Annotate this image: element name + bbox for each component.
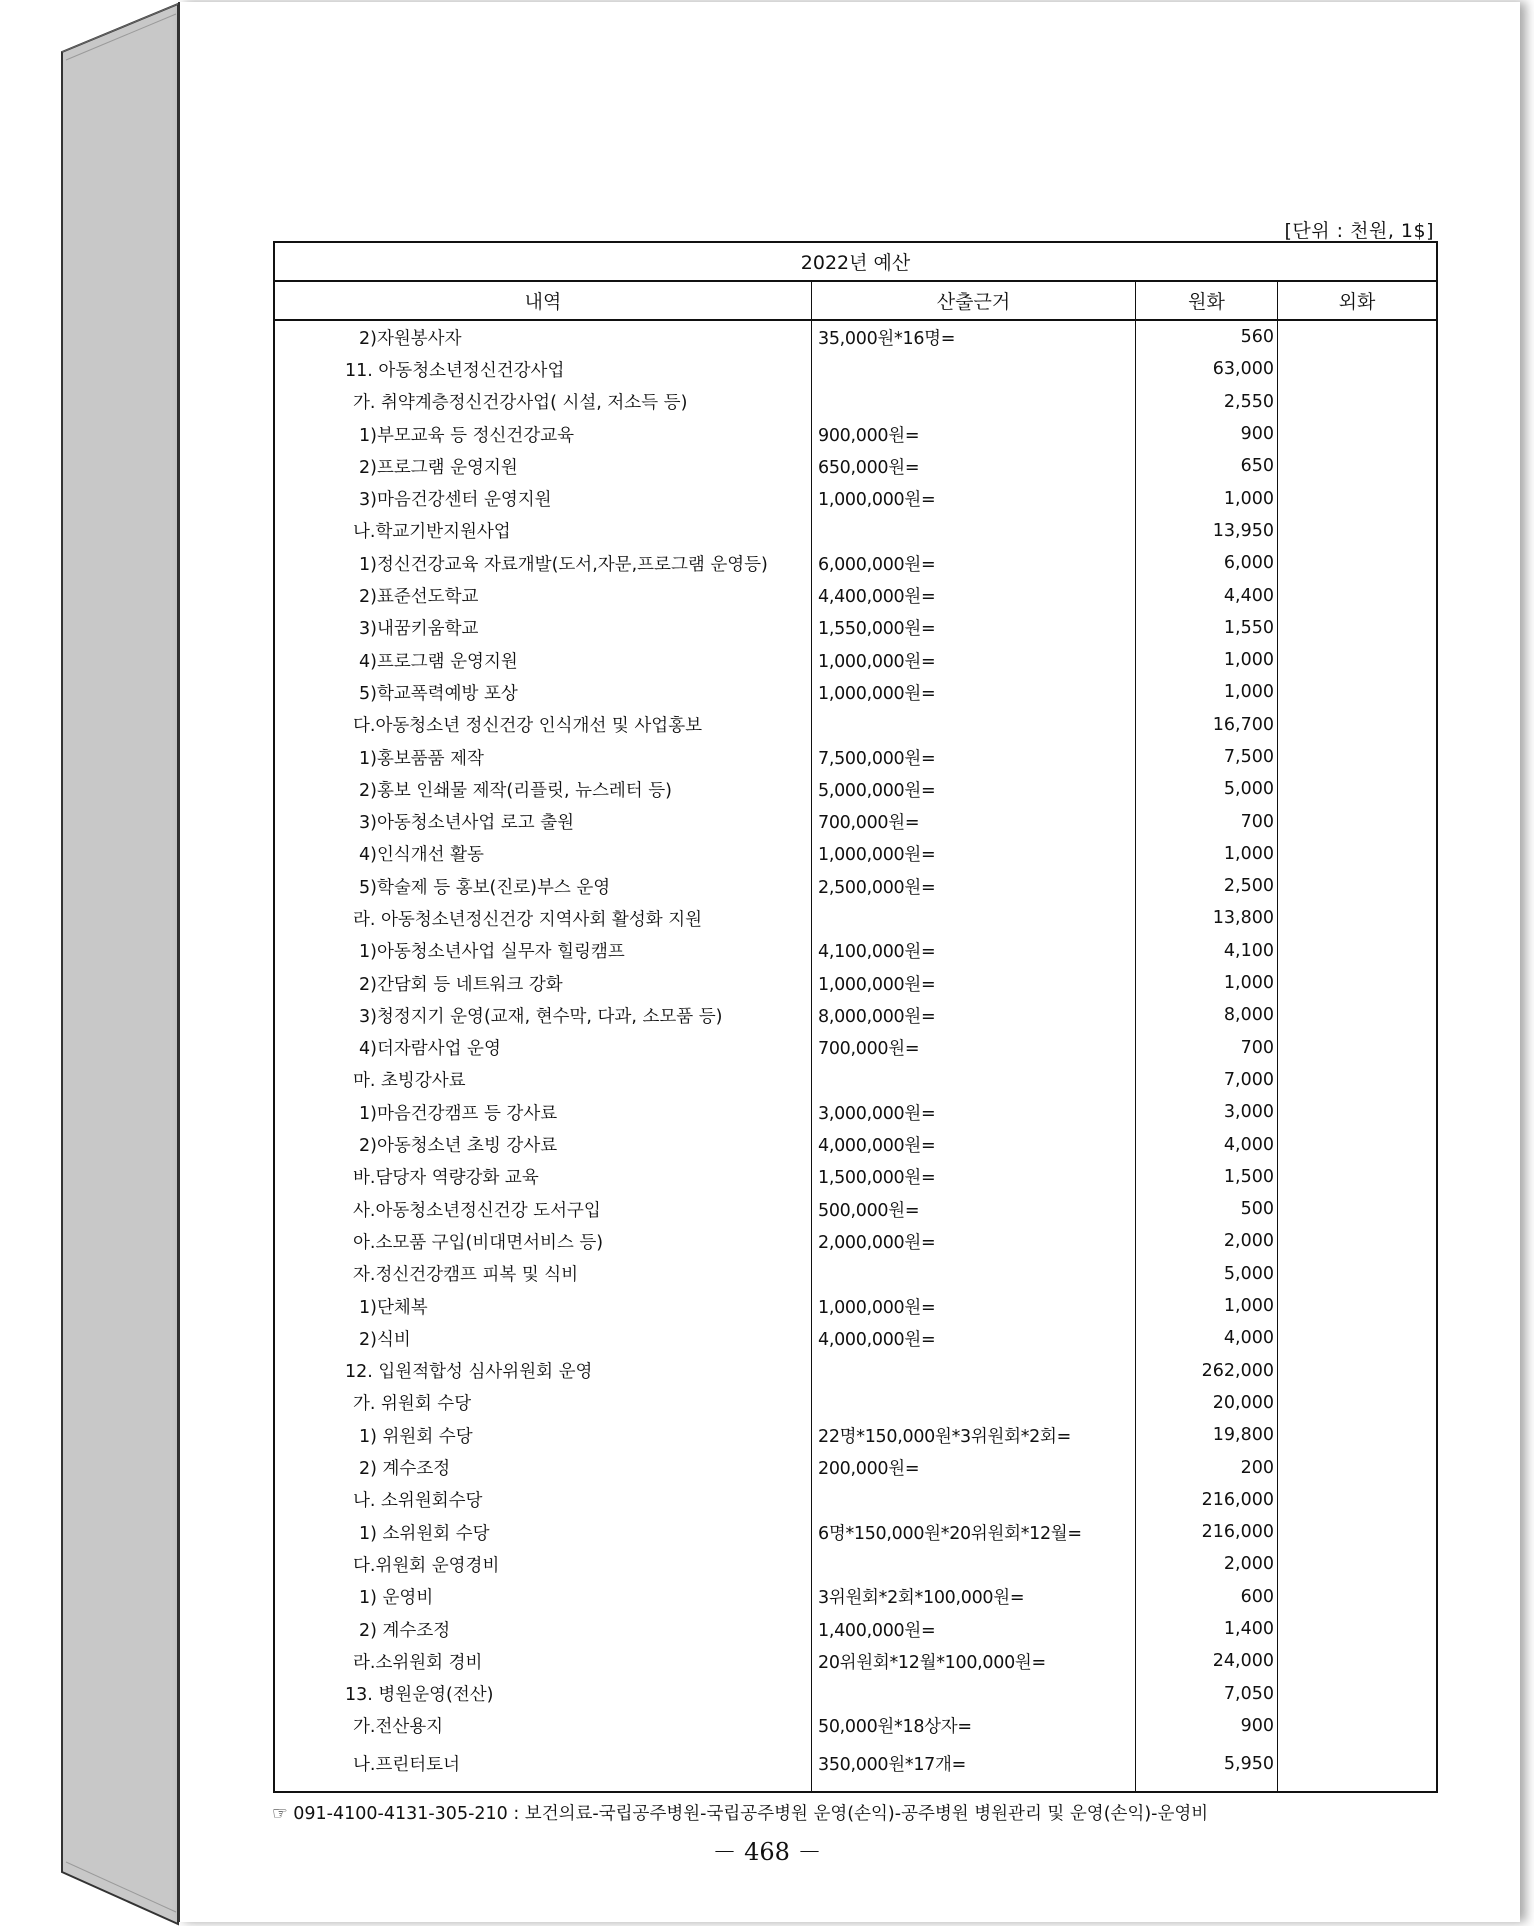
cell-krw: 1,550 [1223,617,1274,638]
book-side-edge [0,0,190,1926]
unit-note: [단위 : 천원, 1$] [1284,220,1434,242]
table-row [275,676,1436,708]
cell-basis: 7,500,000원= [818,748,936,769]
cell-basis: 5,000,000원= [818,780,936,801]
cell-basis: 2,000,000원= [818,1232,936,1253]
table-row [275,1613,1436,1645]
cell-item: 2)홍보 인쇄물 제작(리플릿, 뉴스레터 등) [359,780,673,801]
table-row [275,741,1436,773]
table-row [275,902,1436,934]
cell-item: 3)마음건강센터 운영지원 [359,490,552,511]
cell-krw: 1,000 [1223,682,1274,703]
table-row [275,1161,1436,1193]
table-row [275,1581,1436,1613]
table-row [275,515,1436,547]
table-row [275,482,1436,514]
cell-item: 12. 입원적합성 심사위원회 운영 [345,1362,593,1383]
cell-basis: 50,000원*18상자= [818,1717,972,1738]
cell-krw: 1,000 [1223,843,1274,864]
cell-krw: 200 [1240,1457,1274,1478]
table-row [275,612,1436,644]
cell-item: 13. 병원운영(전산) [345,1685,494,1706]
cell-krw: 2,550 [1223,391,1274,412]
cell-item: 라.소위원회 경비 [353,1652,483,1673]
footnote: ☞ 091-4100-4131-305-210 : 보건의료-국립공주병원-국립공주병원 운영(손익)-공주병원 병원관리 및 운영(손익)-운영비 [272,1804,1209,1824]
cell-krw: 500 [1240,1199,1274,1220]
cell-krw: 8,000 [1223,1005,1274,1026]
header-krw: 원화 [1136,282,1278,319]
cell-item: 3)청정지기 운영(교재, 현수막, 다과, 소모품 등) [359,1006,723,1027]
cell-krw: 5,000 [1223,1263,1274,1284]
cell-krw: 2,000 [1223,1231,1274,1252]
cell-basis: 350,000원*17개= [818,1755,966,1776]
cell-item: 5)학술제 등 홍보(진로)부스 운영 [359,877,611,898]
cell-basis: 35,000원*16명= [818,328,956,349]
cell-krw: 1,000 [1223,650,1274,671]
cell-basis: 1,400,000원= [818,1620,936,1641]
table-row [275,547,1436,579]
cell-krw: 900 [1240,424,1274,445]
cell-item: 4)인식개선 활동 [359,845,484,866]
cell-krw: 24,000 [1212,1651,1274,1672]
table-rows [275,321,1436,1785]
cell-krw: 1,000 [1223,1296,1274,1317]
table-row [275,644,1436,676]
table-row [275,1258,1436,1290]
cell-basis: 650,000원= [818,457,920,478]
cell-krw: 16,700 [1212,714,1274,735]
table-row [275,709,1436,741]
table-row [275,773,1436,805]
cell-basis: 4,000,000원= [818,1136,936,1157]
cell-krw: 63,000 [1212,359,1274,380]
cell-item: 2)간담회 등 네트워크 강화 [359,974,563,995]
table-row [275,321,1436,353]
cell-item: 3)내꿈키움학교 [359,619,479,640]
cell-krw: 700 [1240,1037,1274,1058]
header-basis: 산출근거 [812,282,1136,319]
table-row [275,838,1436,870]
table-row [275,1451,1436,1483]
cell-item: 4)더자람사업 운영 [359,1039,501,1060]
cell-item: 2)프로그램 운영지원 [359,457,518,478]
cell-basis: 4,100,000원= [818,942,936,963]
cell-krw: 1,000 [1223,973,1274,994]
cell-krw: 7,000 [1223,1069,1274,1090]
cell-basis: 1,000,000원= [818,683,936,704]
cell-krw: 216,000 [1201,1489,1274,1510]
cell-basis: 700,000원= [818,813,920,834]
cell-item: 가.전산용지 [353,1717,444,1738]
cell-item: 가. 위원회 수당 [353,1394,472,1415]
cell-item: 2)아동청소년 초빙 강사료 [359,1136,558,1157]
table-row [275,1032,1436,1064]
table-row [275,805,1436,837]
cell-krw: 4,100 [1223,940,1274,961]
cell-item: 1)홍보품품 제작 [359,748,484,769]
table-row [275,1096,1436,1128]
table-row [275,1677,1436,1709]
cell-item: 다.아동청소년 정신건강 인식개선 및 사업홍보 [353,716,703,737]
cell-basis: 22명*150,000원*3위원회*2회= [818,1426,1071,1447]
cell-item: 1)단체복 [359,1297,428,1318]
cell-item: 자.정신건강캠프 피복 및 식비 [353,1265,579,1286]
table-row [275,1064,1436,1096]
cell-basis: 1,000,000원= [818,1297,936,1318]
table-row [275,1742,1436,1785]
cell-item: 아.소모품 구입(비대면서비스 등) [353,1232,604,1253]
cell-basis: 1,000,000원= [818,651,936,672]
cell-krw: 2,000 [1223,1554,1274,1575]
cell-krw: 13,800 [1212,908,1274,929]
cell-item: 1)정신건강교육 자료개발(도서,자문,프로그램 운영등) [359,554,768,575]
table-row [275,1322,1436,1354]
budget-table [273,241,1438,1793]
cell-basis: 1,000,000원= [818,490,936,511]
cell-krw: 4,400 [1223,585,1274,606]
cell-basis: 200,000원= [818,1459,920,1480]
cell-krw: 19,800 [1212,1425,1274,1446]
cell-krw: 5,000 [1223,779,1274,800]
page-number: － 468 － [712,1838,822,1866]
table-row [275,1645,1436,1677]
cell-basis: 20위원회*12월*100,000원= [818,1652,1046,1673]
cell-item: 2)식비 [359,1329,411,1350]
cell-item: 1)마음건강캠프 등 강사료 [359,1103,558,1124]
table-row [275,1387,1436,1419]
cell-basis: 700,000원= [818,1039,920,1060]
cell-basis: 1,000,000원= [818,845,936,866]
cell-item: 나. 소위원회수당 [353,1491,483,1512]
table-title: 2022년 예산 [275,243,1436,282]
cell-krw: 1,500 [1223,1166,1274,1187]
table-body [275,321,1436,1791]
cell-item: 2) 계수조정 [359,1620,451,1641]
cell-basis: 8,000,000원= [818,1006,936,1027]
cell-item: 1) 소위원회 수당 [359,1523,490,1544]
cell-item: 2)표준선도학교 [359,587,479,608]
cell-item: 다.위원회 운영경비 [353,1555,500,1576]
cell-item: 라. 아동청소년정신건강 지역사회 활성화 지원 [353,909,703,930]
cell-krw: 1,000 [1223,488,1274,509]
cell-basis: 3위원회*2회*100,000원= [818,1588,1025,1609]
cell-basis: 4,400,000원= [818,587,936,608]
header-fx: 외화 [1338,291,1376,313]
table-row [275,935,1436,967]
cell-basis: 1,000,000원= [818,974,936,995]
table-row [275,967,1436,999]
cell-basis: 500,000원= [818,1200,920,1221]
cell-basis: 4,000,000원= [818,1329,936,1350]
cell-krw: 7,050 [1223,1683,1274,1704]
cell-krw: 7,500 [1223,747,1274,767]
table-row [275,579,1436,611]
cell-item: 1)부모교육 등 정신건강교육 [359,425,575,446]
cell-item: 2)자원봉사자 [359,328,462,349]
cell-item: 3)아동청소년사업 로고 출원 [359,813,575,834]
table-row [275,353,1436,385]
cell-item: 바.담당자 역량강화 교육 [353,1168,539,1189]
table-row [275,1290,1436,1322]
table-row [275,1355,1436,1387]
cell-krw: 262,000 [1201,1360,1274,1381]
table-row [275,999,1436,1031]
cell-krw: 650 [1240,456,1274,477]
table-row [275,1516,1436,1548]
table-row [275,1548,1436,1580]
cell-basis: 2,500,000원= [818,877,936,898]
table-row [275,1225,1436,1257]
cell-item: 2) 계수조정 [359,1459,451,1480]
cell-item: 5)학교폭력예방 포상 [359,683,518,704]
table-row [275,870,1436,902]
cell-krw: 6,000 [1223,553,1274,574]
cell-item: 가. 취약계층정신건강사업( 시설, 저소득 등) [353,393,688,414]
table-row [275,386,1436,418]
table-header-row [275,282,1436,321]
cell-item: 마. 초빙강사료 [353,1071,466,1092]
cell-krw: 13,950 [1212,520,1274,541]
table-row [275,1128,1436,1160]
cell-basis: 1,550,000원= [818,619,936,640]
cell-item: 나.학교기반지원사업 [353,522,511,543]
cell-krw: 4,000 [1223,1328,1274,1349]
cell-basis: 6명*150,000원*20위원회*12월= [818,1523,1082,1544]
cell-krw: 20,000 [1212,1392,1274,1413]
table-row [275,418,1436,450]
cell-item: 4)프로그램 운영지원 [359,651,518,672]
cell-krw: 2,500 [1223,876,1274,897]
cell-krw: 700 [1240,811,1274,832]
cell-item: 사.아동청소년정신건강 도서구입 [353,1200,601,1221]
table-row [275,1710,1436,1742]
table-row [275,1484,1436,1516]
table-row [275,1419,1436,1451]
cell-krw: 1,400 [1223,1619,1274,1640]
cell-basis: 3,000,000원= [818,1103,936,1124]
cell-krw: 216,000 [1201,1522,1274,1543]
cell-basis: 6,000,000원= [818,554,936,575]
cell-item: 11. 아동청소년정신건강사업 [345,360,565,381]
cell-item: 나.프린터토너 [353,1755,460,1776]
table-row [275,1193,1436,1225]
cell-basis: 1,500,000원= [818,1168,936,1189]
table-row [275,450,1436,482]
header-item: 내역 [275,282,812,319]
cell-krw: 600 [1240,1586,1274,1607]
cell-item: 1) 운영비 [359,1588,434,1609]
cell-krw: 5,950 [1223,1753,1274,1774]
cell-item: 1)아동청소년사업 실무자 힐링캠프 [359,942,625,963]
cell-krw: 4,000 [1223,1134,1274,1155]
cell-krw: 560 [1240,327,1274,348]
cell-basis: 900,000원= [818,425,920,446]
cell-item: 1) 위원회 수당 [359,1426,473,1447]
cell-krw: 900 [1240,1715,1274,1736]
cell-krw: 3,000 [1223,1102,1274,1123]
